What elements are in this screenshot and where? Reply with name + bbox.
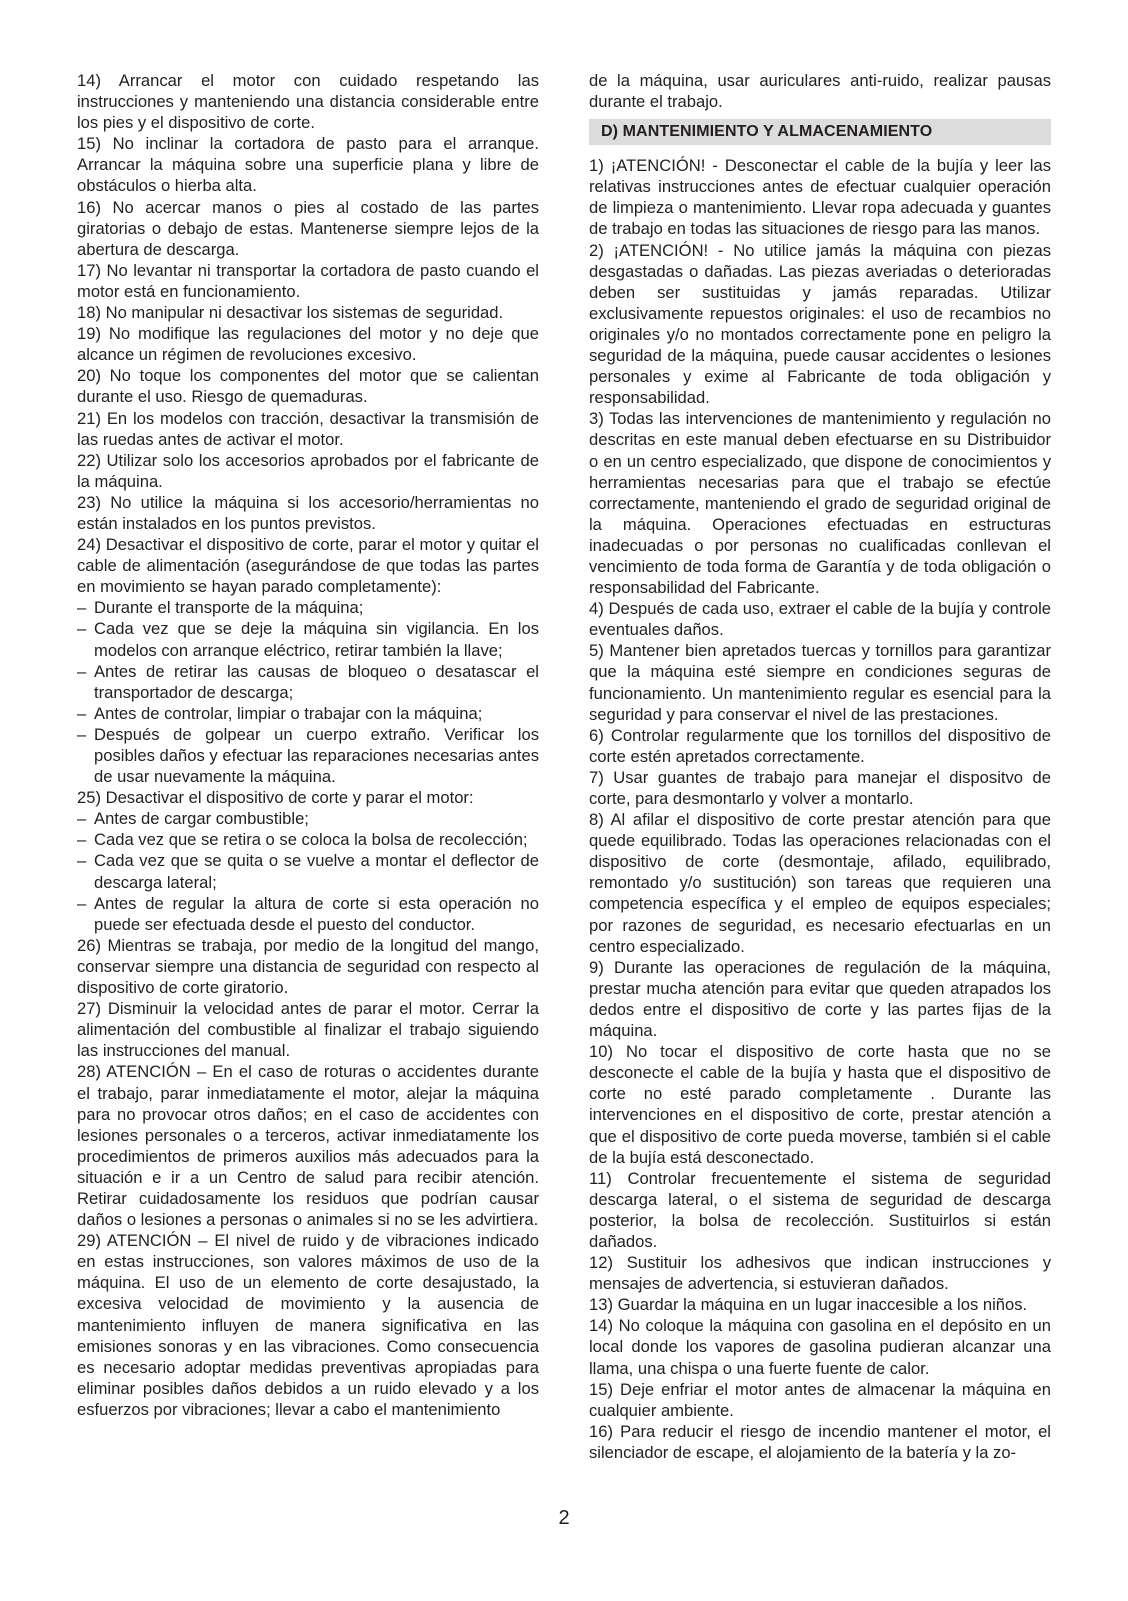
paragraph: 16) Para reducir el riesgo de incendio mantener el motor, el silenciador de escape, el alojamiento de la batería y la zo- <box>589 1421 1051 1462</box>
list-item: – Cada vez que se retira o se coloca la bolsa de recolección; <box>77 829 539 850</box>
paragraph: 18) No manipular ni desactivar los sistemas de seguridad. <box>77 303 504 323</box>
paragraph: 5) Mantener bien apretados tuercas y tornillos para garantizar que la máquina esté siempre en condiciones seguras de funcionamiento. Un mantenimiento regular es esencial para la seguridad y para conservar el nivel de las prestaciones. <box>589 641 1051 724</box>
page-number: 2 <box>558 1507 570 1529</box>
dash-list <box>77 597 539 787</box>
paragraph: 4) Después de cada uso, extraer el cable de la bujía y controle eventuales daños. <box>589 599 1051 640</box>
paragraph: 1) ¡ATENCIÓN! - Desconectar el cable de la bujía y leer las relativas instrucciones antes de efectuar cualquier operación de limpieza o mantenimiento. Llevar ropa adecuada y guantes de trabajo en todas las situaciones de riesgo para las manos. <box>589 156 1051 239</box>
paragraph: 25) Desactivar el dispositivo de corte y parar el motor: <box>77 788 474 808</box>
paragraph: 6) Controlar regularmente que los tornillos del dispositivo de corte estén apretados correctamente. <box>589 725 1051 766</box>
paragraph: 28) ATENCIÓN – En el caso de roturas o accidentes durante el trabajo, parar inmediatamente el motor, alejar la máquina para no provocar otros daños; en el caso de accidentes con lesiones personales o a terceros, activar inmediatamente los procedimientos de primeros auxilios más adecuados para la situación e ir a un Centro de salud para recibir atención. Retirar cuidadosamente los residuos que podrían causar daños o lesiones a personas o animales si no se les advirtiera. <box>77 1062 539 1230</box>
dash-list <box>77 808 539 935</box>
list-item: – Antes de regular la altura de corte si esta operación no puede ser efectuada desde el puesto del conductor. <box>77 893 539 935</box>
paragraph: 27) Disminuir la velocidad antes de parar el motor. Cerrar la alimentación del combustible al finalizar el trabajo siguiendo las instrucciones del manual. <box>77 999 539 1061</box>
paragraph: 2) ¡ATENCIÓN! - No utilice jamás la máquina con piezas desgastadas o dañadas. Las piezas averiadas o deterioradas deben ser sustituidas y jamás reparadas. Utilizar exclusivamente repuestos originales: el uso de recambios no originales y/o no montados correctamente pone en peligro la seguridad de la máquina, puede causar accidentes o lesiones personales y exime al Fabricante de toda obligación y responsabilidad. <box>589 240 1051 408</box>
paragraph: 3) Todas las intervenciones de mantenimiento y regulación no descritas en este manual deben efectuarse en su Distribuidor o en un centro especializado, que dispone de conocimientos y herramientas necesarias para que el trabajo se efectúe correctamente, manteniendo el grado de seguridad original de la máquina. Operaciones efectuadas en estructuras inadecuadas o por personas no cualificadas conllevan el vencimiento de toda forma de Garantía y de toda obligación o responsabilidad del Fabricante. <box>589 409 1051 598</box>
list-item: – Después de golpear un cuerpo extraño. Verificar los posibles daños y efectuar las reparaciones necesarias antes de usar nuevamente la máquina. <box>77 724 539 787</box>
paragraph: 11) Controlar frecuentemente el sistema de seguridad descarga lateral, o el sistema de seguridad de descarga posterior, la bolsa de recolección. Sustituirlos si están dañados. <box>589 1168 1051 1251</box>
paragraph: 10) No tocar el dispositivo de corte hasta que no se desconecte el cable de la bujía y hasta que el dispositivo de corte no esté parado completamente . Durante las intervenciones en el dispositivo de corte, prestar atención a que el dispositivo de corte pueda moverse, también si el cable de la bujía está desconectado. <box>589 1042 1051 1167</box>
paragraph: 20) No toque los componentes del motor que se calientan durante el uso. Riesgo de quemaduras. <box>77 366 539 407</box>
paragraph: 13) Guardar la máquina en un lugar inaccesible a los niños. <box>589 1295 1028 1315</box>
right-column <box>589 70 1051 1463</box>
paragraph: 26) Mientras se trabaja, por medio de la longitud del mango, conservar siempre una distancia de seguridad con respecto al dispositivo de corte giratorio. <box>77 935 539 998</box>
paragraph: de la máquina, usar auriculares anti-ruido, realizar pausas durante el trabajo. <box>589 71 1051 112</box>
paragraph: 17) No levantar ni transportar la cortadora de pasto cuando el motor está en funcionamiento. <box>77 260 539 301</box>
paragraph: 14) Arrancar el motor con cuidado respetando las instrucciones y manteniendo una distancia considerable entre los pies y el dispositivo de corte. <box>77 71 539 133</box>
list-item: – Durante el transporte de la máquina; <box>77 597 539 618</box>
list-item: – Antes de cargar combustible; <box>77 808 539 829</box>
list-item: – Antes de retirar las causas de bloqueo o desatascar el transportador de descarga; <box>77 661 539 703</box>
list-item: – Cada vez que se quita o se vuelve a montar el deflector de descarga lateral; <box>77 850 539 892</box>
paragraph: 23) No utilice la máquina si los accesorio/herramientas no están instalados en los puntos previstos. <box>77 492 539 533</box>
paragraph: 16) No acercar manos o pies al costado de las partes giratorias o debajo de estas. Mantenerse siempre lejos de la abertura de descarga. <box>77 197 539 259</box>
paragraph: 9) Durante las operaciones de regulación de la máquina, prestar mucha atención para evitar que queden atrapados los dedos entre el dispositivo de corte y las partes fijas de la máquina. <box>589 957 1051 1041</box>
list-item: – Antes de controlar, limpiar o trabajar con la máquina; <box>77 703 539 724</box>
paragraph: 15) Deje enfriar el motor antes de almacenar la máquina en cualquier ambiente. <box>589 1379 1051 1420</box>
left-column <box>77 70 539 1420</box>
paragraph: 12) Sustituir los adhesivos que indican instrucciones y mensajes de advertencia, si estuvieran dañados. <box>589 1253 1051 1294</box>
paragraph: 7) Usar guantes de trabajo para manejar el dispositvo de corte, para desmontarlo y volver a montarlo. <box>589 767 1051 808</box>
paragraph: 29) ATENCIÓN – El nivel de ruido y de vibraciones indicado en estas instrucciones, son valores máximos de uso de la máquina. El uso de un elemento de corte desajustado, la excesiva velocidad de movimiento y la ausencia de mantenimiento influyen de manera significativa en las emisiones sonoras y en las vibraciones. Como consecuencia es necesario adoptar medidas preventivas apropiadas para eliminar posibles daños debidos a un ruido elevado y a los esfuerzos por vibraciones; llevar a cabo el mantenimiento <box>77 1231 539 1419</box>
paragraph: 24) Desactivar el dispositivo de corte, parar el motor y quitar el cable de alimentación (asegurándose de que todas las partes en movimiento se hayan parado completamente): <box>77 535 539 597</box>
paragraph: 21) En los modelos con tracción, desactivar la transmisión de las ruedas antes de activar el motor. <box>77 408 539 449</box>
section-heading: D) MANTENIMIENTO Y ALMACENAMIENTO <box>589 119 1051 145</box>
paragraph: 22) Utilizar solo los accesorios aprobados por el fabricante de la máquina. <box>77 450 539 491</box>
paragraph: 15) No inclinar la cortadora de pasto para el arranque. Arrancar la máquina sobre una superficie plana y libre de obstáculos o hierba alta. <box>77 134 539 196</box>
paragraph: 14) No coloque la máquina con gasolina en el depósito en un local donde los vapores de gasolina pudieran alcanzar una llama, una chispa o una fuerte fuente de calor. <box>589 1316 1051 1378</box>
list-item: – Cada vez que se deje la máquina sin vigilancia. En los modelos con arranque eléctrico, retirar también la llave; <box>77 618 539 660</box>
paragraph: 19) No modifique las regulaciones del motor y no deje que alcance un régimen de revoluciones excesivo. <box>77 324 539 365</box>
paragraph: 8) Al afilar el dispositivo de corte prestar atención para que quede equilibrado. Todas las operaciones relacionadas con el dispositivo de corte (desmontaje, afilado, equilibrado, remontado y/o sustitución) son tareas que requieren una competencia específica y el empleo de equipos especiales; por razones de seguridad, es necesario efectuarlas en un centro especializado. <box>589 810 1051 956</box>
